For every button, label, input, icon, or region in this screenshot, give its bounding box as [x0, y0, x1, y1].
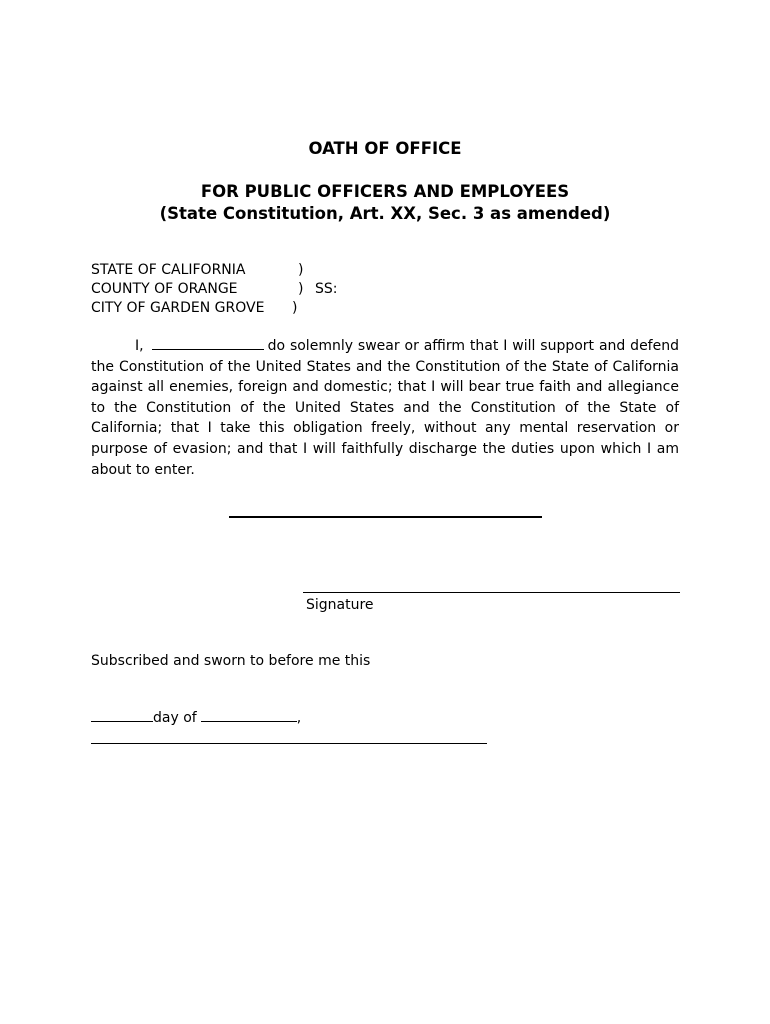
officer-name-line[interactable]	[229, 516, 542, 518]
day-of-label: day of	[153, 710, 197, 726]
oath-paragraph	[91, 336, 679, 480]
venue-bracket-1: )	[298, 262, 304, 278]
venue-ss: SS:	[315, 281, 338, 297]
notary-signature-line[interactable]	[91, 743, 487, 744]
date-row	[91, 709, 301, 728]
document-citation: (State Constitution, Art. XX, Sec. 3 as amended)	[159, 204, 611, 223]
venue-county: COUNTY OF ORANGE	[91, 281, 238, 297]
venue-city: CITY OF GARDEN GROVE	[91, 300, 265, 316]
month-blank[interactable]	[201, 709, 297, 722]
date-comma: ,	[296, 710, 302, 726]
oath-text: do solemnly swear or affirm that I will support and defend the Constitution of the United States and the Constitution of the State of California against all enemies, foreign and domestic; that I will bear true faith and allegiance to the Constitution of the United States and the Constitution of the State of California; that I take this obligation freely, without any mental reservation or purpose of evasion; and that I will faithfully discharge the duties upon which I am about to enter.	[91, 338, 679, 478]
document-subtitle: FOR PUBLIC OFFICERS AND EMPLOYEES	[200, 182, 570, 201]
document-title: OATH OF OFFICE	[308, 139, 462, 158]
officer-name-blank[interactable]	[152, 337, 264, 350]
subscribed-statement: Subscribed and sworn to before me this	[91, 653, 371, 669]
oath-prefix: I,	[135, 338, 144, 354]
venue-bracket-3: )	[292, 300, 298, 316]
venue-state: STATE OF CALIFORNIA	[91, 262, 246, 278]
day-blank[interactable]	[91, 709, 153, 722]
signature-label: Signature	[306, 597, 374, 613]
signature-line[interactable]	[303, 592, 680, 593]
venue-bracket-2: )	[298, 281, 304, 297]
